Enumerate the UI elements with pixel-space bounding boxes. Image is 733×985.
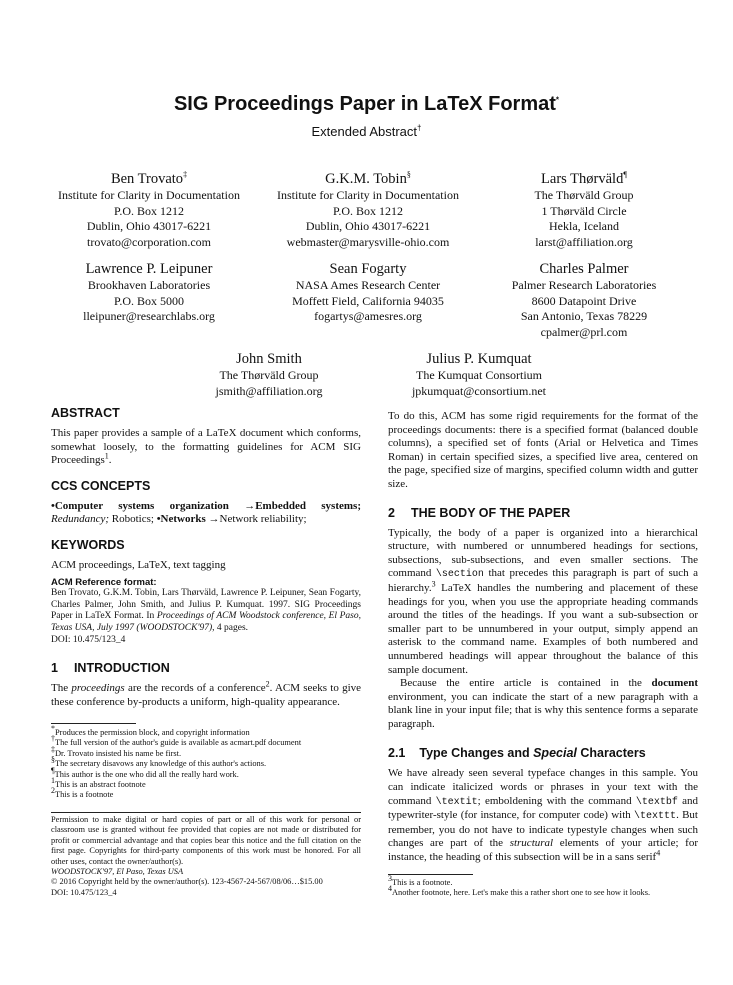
author-block <box>374 350 584 399</box>
abstract-text: This paper provides a sample of a LaTeX document which conforms, somewhat loosely, to the formatting guidelines for ACM SIG Proceedings <box>51 427 361 467</box>
footnote-text: This is a footnote <box>55 790 114 800</box>
body-footnote-mark: 3 <box>431 579 436 589</box>
author-city: Dublin, Ohio 43017-6221 <box>305 219 431 233</box>
paper-subtitle <box>0 124 733 140</box>
permission-block <box>51 815 361 898</box>
footnote-text: This author is the one who did all the really hard work. <box>54 769 239 779</box>
paper-title-text: SIG Proceedings Paper in LaTeX Format <box>173 93 556 115</box>
author-mark: § <box>406 170 411 180</box>
author-name: Lawrence P. Leipuner <box>85 261 213 277</box>
footnote-mark: 1 <box>51 776 55 786</box>
author-mark: ‡ <box>183 170 188 180</box>
body-text: and typewriter-style (for instance, for computer code) with <box>388 794 699 822</box>
abstract-heading: ABSTRACT <box>51 406 120 420</box>
author-email: jpkumquat@consortium.net <box>411 383 547 398</box>
author-name: John Smith <box>236 351 302 367</box>
body-paragraph-1 <box>388 527 698 678</box>
author-email: webmaster@marysville-ohio.com <box>286 234 450 249</box>
ccs-heading: CCS CONCEPTS <box>51 478 151 493</box>
author-address: 1 Thørväld Circle <box>541 203 627 218</box>
intro-text-middle: are the records of a conference <box>127 682 266 695</box>
body-text: elements of your article; for instance, the heading of this subsection will be in a sans serif <box>388 837 698 864</box>
author-affiliation: Institute for Clarity in Documentation <box>58 188 240 202</box>
footnote-rule <box>388 874 473 875</box>
author-name: Ben Trovato <box>110 171 184 187</box>
author-affiliation: NASA Ames Research Center <box>295 278 441 292</box>
footnote-mark: * <box>51 724 55 734</box>
author-block <box>44 260 254 325</box>
footnote-mark: 2 <box>51 786 55 796</box>
ccs-concept-redundancy: Redundancy; <box>51 513 110 526</box>
body-text: that precedes this paragraph is part of such a hierarchy. <box>388 567 699 594</box>
abstract-paragraph: This paper provides a sample of a LaTeX document which conforms, somewhat loosely, to the formatting guidelines for ACM SIG Proceedings$^1$. <box>51 427 361 467</box>
author-city: San Antonio, Texas 78229 <box>520 309 648 323</box>
intro-text-end: . ACM seeks to give these conference by-products a uniform, high-quality appearance. <box>51 682 362 708</box>
footnote <box>51 765 361 780</box>
body-text: LaTeX handles the numbering and placement of these headings for you, when you use the appropriate heading commands around the titles of the headings. If you want a sub-subsection or smaller part to be unnumbered in your output, simply append an asterisk to the command name. Examples of both numbered and unnumbered headings will appear throughout the balance of this sample document. <box>388 581 698 676</box>
intro-footnote-mark: 2 <box>265 679 270 689</box>
ccs-concept-robotics: Robotics; <box>111 513 154 526</box>
footnote-mark: 3 <box>388 874 392 884</box>
ccs-concept-primary: •Computer systems organization →Embedded systems; <box>51 499 361 512</box>
footnote <box>51 776 361 790</box>
keywords-text: ACM proceedings, LaTeX, text tagging <box>51 558 226 571</box>
subsection-number: 2.1 <box>388 746 406 761</box>
subtitle-footnote-mark: † <box>417 123 422 133</box>
keywords-heading: KEYWORDS <box>51 537 125 552</box>
subsection-heading <box>388 746 698 761</box>
author-block <box>164 350 374 399</box>
footnote-mark: † <box>51 734 55 744</box>
author-address: P.O. Box 1212 <box>332 203 403 218</box>
inline-command: \texttt <box>634 811 677 823</box>
introduction-heading <box>51 661 361 676</box>
footnote-text: This is a footnote. <box>392 878 453 887</box>
subsection-title-italic: Special <box>533 746 577 761</box>
author-block <box>484 170 684 250</box>
permission-doi: DOI: 10.475/123_4 <box>51 887 117 897</box>
author-block <box>44 170 254 250</box>
footnote-mark: 4 <box>388 884 392 894</box>
author-name: Charles Palmer <box>539 261 629 277</box>
author-email: larst@affiliation.org <box>535 234 633 249</box>
section-number: 2 <box>388 505 395 520</box>
ccs-concept-reliability: Network reliability; <box>219 513 307 526</box>
intro-text-start: The <box>51 682 69 695</box>
footnote <box>51 745 361 759</box>
body-text: Typically, the body of a paper is organized into a hierarchical structure, with numbered or unnumbered headings for sections, subsections, sub-subsections, and even smaller sections. The command <box>388 526 698 580</box>
author-affiliation: Institute for Clarity in Documentation <box>277 188 459 202</box>
author-affiliation: Brookhaven Laboratories <box>87 278 211 292</box>
permission-venue: WOODSTOCK'97, El Paso, Texas USA <box>51 867 184 877</box>
author-name: Lars Thørväld <box>541 171 624 187</box>
author-address: P.O. Box 5000 <box>113 293 184 308</box>
italic-term: structural <box>509 837 554 850</box>
author-city: Dublin, Ohio 43017-6221 <box>86 219 212 233</box>
body-section-heading <box>388 506 698 521</box>
reference-format-pages: 4 pages. <box>216 622 249 633</box>
inline-command: \textbf <box>635 796 678 808</box>
body-footnote-mark: 4 <box>656 848 661 858</box>
author-block <box>263 170 473 250</box>
author-city: Hekla, Iceland <box>549 219 619 233</box>
reference-format-authors: Ben Trovato, G.K.M. Tobin, Lars Thørväld, Lawrence P. Leipuner, Sean Fogarty, Charles Palmer, John Smith, and Julius P. Kumquat. 1997. SIG Proceedings Paper in LaTeX Format. In <box>51 588 361 622</box>
author-affiliation: The Kumquat Consortium <box>416 368 542 382</box>
author-email: trovato@corporation.com <box>86 234 211 249</box>
inline-command: \section <box>435 569 484 581</box>
author-email: jsmith@affiliation.org <box>215 383 323 398</box>
author-name: G.K.M. Tobin <box>325 171 407 187</box>
author-name: Julius P. Kumquat <box>426 351 532 367</box>
body-text: environment, you can indicate the start of a new paragraph with a blank line in your input file; that is why this sentence forms a separate paragraph. <box>388 690 698 730</box>
footnote-mark: § <box>51 755 55 765</box>
permission-text: Permission to make digital or hard copies of part or all of this work for personal or classroom use is granted without fee provided that copies are not made or distributed for profit or commercial advantage and that copies bear this notice and the full citation on the first page. Copyrights for third-party components of this work must be honored. For all other uses, contact the owner/author(s). <box>51 815 361 866</box>
section-number: 1 <box>51 661 58 676</box>
reference-format-venue: Proceedings of ACM Woodstock conference, El Paso, Texas USA, July 1997 (WOODSTOCK'97), <box>51 611 361 633</box>
reference-format-text <box>51 588 361 634</box>
left-footnotes <box>51 724 361 801</box>
permission-copyright: © 2016 Copyright held by the owner/author(s). 123-4567-24-567/08/06…$15.00 <box>51 877 323 887</box>
author-mark: ¶ <box>623 170 627 180</box>
subsection-title: Characters <box>580 746 646 761</box>
body-text: We have already seen several typeface changes in this sample. You can indicate italicized words or phrases in your text with the command <box>388 767 698 807</box>
author-email: lleipuner@researchlabs.org <box>83 309 215 323</box>
author-affiliation: Palmer Research Laboratories <box>511 278 657 292</box>
bold-term: document <box>651 677 698 690</box>
footnote-rule <box>51 723 136 724</box>
permission-rule <box>51 812 361 813</box>
body-text: . But remember, you do not have to indicate typestyle changes when such changes are part of the <box>388 809 698 850</box>
footnote-text: The secretary disavows any knowledge of this author's actions. <box>55 759 267 769</box>
author-address: 8600 Datapoint Drive <box>531 293 637 308</box>
paper-subtitle-text: Extended Abstract <box>311 124 418 139</box>
introduction-paragraph <box>51 679 362 709</box>
introduction-continued: To do this, ACM has some rigid requirements for the format of the proceedings documents: there is a specified format (balanced double columns), a specified set of fonts (Arial or Helvetica and Times Roman) in certain specified sizes, a specified live area, centered on the page, specified size of margins, specified column width and gutter size. <box>388 410 698 490</box>
footnote <box>388 874 698 888</box>
ccs-concept-networks: •Networks → <box>156 513 220 526</box>
footnote-text: This is an abstract footnote <box>55 780 146 790</box>
author-affiliation: The Thørväld Group <box>219 368 319 382</box>
footnote <box>388 884 698 898</box>
author-email: cpalmer@prl.com <box>540 324 628 339</box>
right-column <box>388 410 698 865</box>
section-title: INTRODUCTION <box>73 661 170 676</box>
footnote-text: Produces the permission block, and copyright information <box>55 728 250 737</box>
author-email: fogartys@amesres.org <box>314 309 422 323</box>
inline-command: \textit <box>435 796 478 808</box>
body-paragraph-2 <box>388 677 698 731</box>
subsection-title: Type Changes and <box>419 746 530 761</box>
footnote <box>51 734 361 748</box>
footnote-mark: ‡ <box>51 745 55 755</box>
author-block <box>263 260 473 325</box>
right-footnotes <box>388 874 698 899</box>
author-affiliation: The Thørväld Group <box>534 188 634 202</box>
reference-format-heading: ACM Reference format: <box>51 576 157 588</box>
footnote-text: The full version of the author's guide is available as acmart.pdf document <box>55 738 302 748</box>
author-block <box>484 260 684 340</box>
reference-format-doi: DOI: 10.475/123_4 <box>51 634 126 645</box>
abstract-footnote-mark: 1 <box>104 451 109 461</box>
body-text: ; emboldening with the command <box>477 794 632 807</box>
footnote <box>51 755 361 769</box>
author-address: P.O. Box 1212 <box>113 203 184 218</box>
footnote-mark: ¶ <box>51 765 55 775</box>
footnote <box>51 724 361 738</box>
left-column <box>51 406 361 709</box>
footnote <box>51 786 361 800</box>
title-footnote-mark: * <box>555 95 560 105</box>
intro-italic-term: proceedings <box>71 682 125 695</box>
footnote-text: Another footnote, here. Let's make this a rather short one to see how it looks. <box>392 888 651 898</box>
author-name: Sean Fogarty <box>329 261 407 277</box>
section-title: THE BODY OF THE PAPER <box>410 505 571 520</box>
footnote-text: Dr. Trovato insisted his name be first. <box>55 748 182 758</box>
body-text: Because the entire article is contained in the <box>400 677 642 690</box>
paper-title <box>0 92 733 116</box>
ccs-concepts <box>51 500 361 527</box>
author-city: Moffett Field, California 94035 <box>292 293 444 308</box>
subsection-paragraph <box>388 767 698 864</box>
